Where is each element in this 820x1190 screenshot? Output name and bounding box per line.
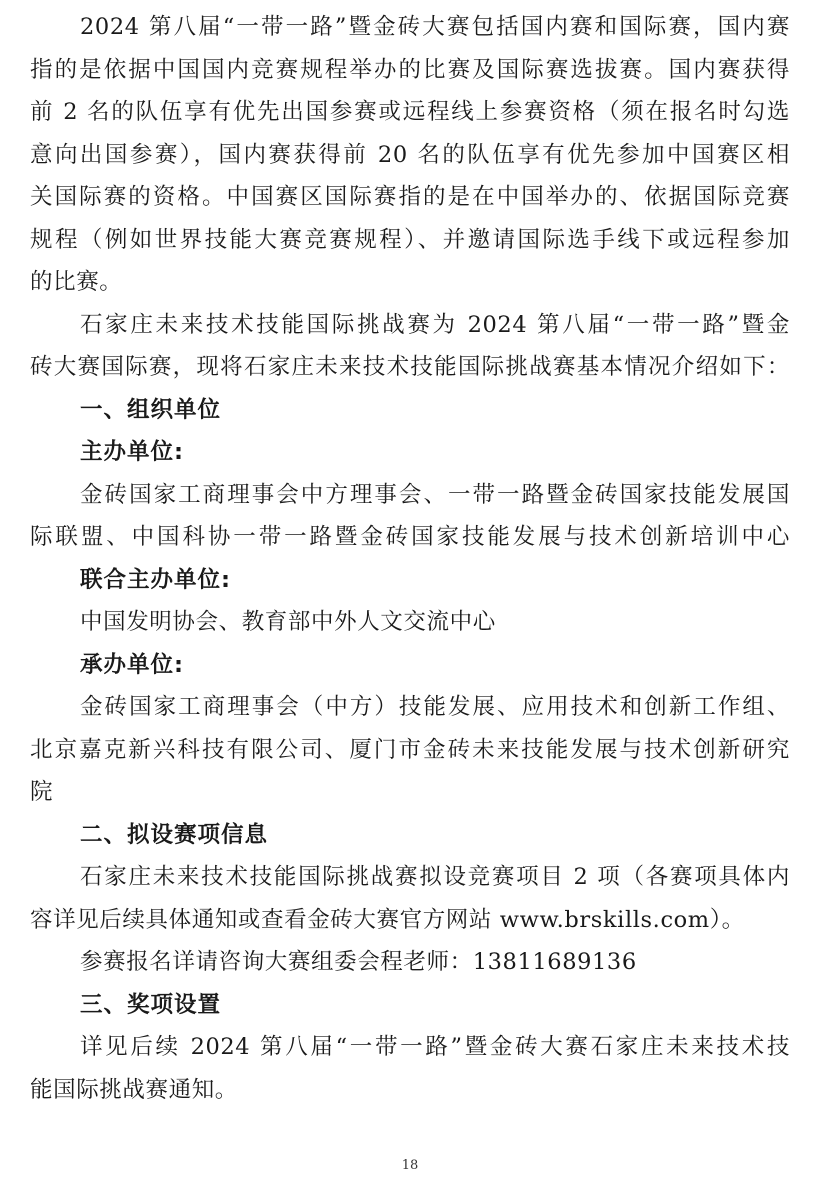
intro-line-2: 指的是依据中国国内竞赛规程举办的比赛及国际赛选拔赛。国内赛获得 [30,57,790,83]
host-label: 主办单位: [80,439,184,465]
page-number: 18 [401,1158,419,1173]
intro-line-5: 关国际赛的资格。中国赛区国际赛指的是在中国举办的、依据国际竞赛 [30,184,790,210]
section-2-heading: 二、拟设赛项信息 [80,822,269,848]
cohost-label: 联合主办单位: [80,567,231,593]
host-line-1: 金砖国家工商理事会中方理事会、一带一路暨金砖国家技能发展国 [80,482,790,508]
intro-line-6: 规程（例如世界技能大赛竞赛规程）、并邀请国际选手线下或远程参加 [30,227,790,253]
intro-line-3: 前 2 名的队伍享有优先出国参赛或远程线上参赛资格（须在报名时勾选 [30,99,790,125]
overview-line-1: 石家庄未来技术技能国际挑战赛为 2024 第八届“一带一路”暨金 [80,312,790,338]
cohost-text: 中国发明协会、教育部中外人文交流中心 [80,609,496,635]
contact-line: 参赛报名详请咨询大赛组委会程老师：13811689136 [80,949,637,975]
section-1-heading: 一、组织单位 [80,397,222,423]
section-2-line-1: 石家庄未来技术技能国际挑战赛拟设竞赛项目 2 项（各赛项具体内 [80,864,790,890]
organizer-line-2: 北京嘉克新兴科技有限公司、厦门市金砖未来技能发展与技术创新研究 [30,737,790,763]
organizer-label: 承办单位: [80,652,184,678]
section-3-line-2: 能国际挑战赛通知。 [30,1077,238,1103]
host-line-2: 际联盟、中国科协一带一路暨金砖国家技能发展与技术创新培训中心 [30,524,790,550]
organizer-line-1: 金砖国家工商理事会（中方）技能发展、应用技术和创新工作组、 [80,694,790,720]
section-3-heading: 三、奖项设置 [80,992,222,1018]
organizer-line-3: 院 [30,779,54,805]
intro-line-7: 的比赛。 [30,269,123,295]
section-3-line-1: 详见后续 2024 第八届“一带一路”暨金砖大赛石家庄未来技术技 [80,1034,790,1060]
section-2-line-2: 容详见后续具体通知或查看金砖大赛官方网站 www.brskills.com）。 [30,907,745,933]
overview-line-2: 砖大赛国际赛，现将石家庄未来技术技能国际挑战赛基本情况介绍如下： [30,354,790,380]
intro-line-1: 2024 第八届“一带一路”暨金砖大赛包括国内赛和国际赛，国内赛 [80,14,790,40]
intro-line-4: 意向出国参赛），国内赛获得前 20 名的队伍享有优先参加中国赛区相 [30,142,790,168]
